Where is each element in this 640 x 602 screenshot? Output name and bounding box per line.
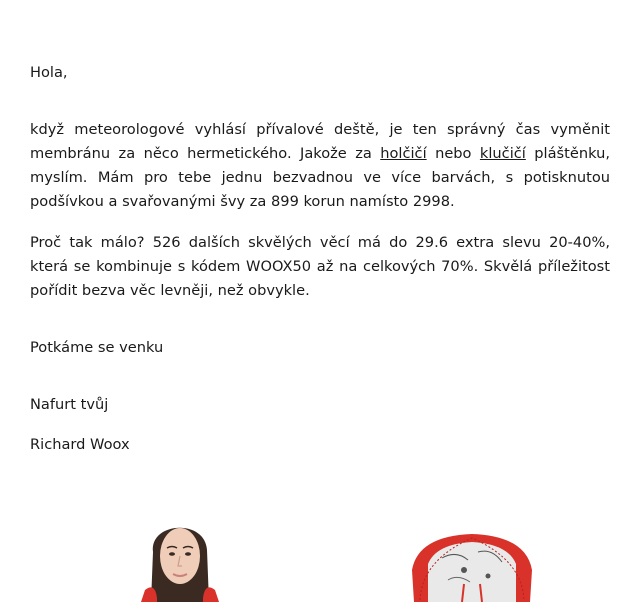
intro-text: když meteorologové vyhlásí přívalové deště, je ten správný čas vyměnit membránu za něco hermetického. Jakože za: [30, 121, 610, 162]
signature: Richard Woox: [30, 436, 130, 453]
link-girls-raincoat[interactable]: holčičí: [380, 145, 427, 162]
intro-text-between: nebo: [426, 145, 480, 162]
paragraph-intro: [30, 118, 610, 214]
girl-raincoat-image[interactable]: [135, 512, 225, 602]
product-images: [0, 500, 640, 600]
closing-line: Potkáme se venku: [30, 339, 164, 356]
signoff: Nafurt tvůj: [30, 396, 109, 413]
paragraph-offer: Proč tak málo? 526 dalších skvělých věcí má do 29.6 extra slevu 20-40%, která se kombinuje s kódem WOOX50 až na celkových 70%. Skvělá příležitost pořídit bezva věc levněji, než obvykle.: [30, 234, 610, 299]
greeting: Hola,: [30, 64, 68, 81]
intro-text-after: pláštěnku, myslím. Mám pro tebe jednu bezvadnou ve více barvách, s potisknutou podšívkou a svařovanými švy za 899 korun namísto 2998.: [30, 145, 610, 210]
red-raincoat-image[interactable]: [408, 530, 536, 602]
link-boys-raincoat[interactable]: klučičí: [479, 145, 526, 162]
